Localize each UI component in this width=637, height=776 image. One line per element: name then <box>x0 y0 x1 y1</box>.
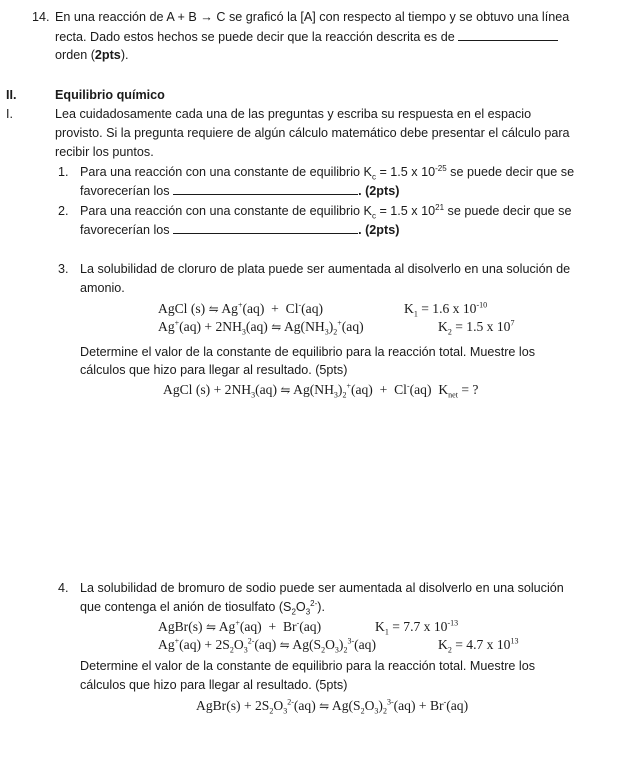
p3-intro1: La solubilidad de cloruro de plata puede ser aumentada al disolverlo en una solución de <box>80 262 571 276</box>
p3-equation1: AgCl (s) ⇋ Ag+(aq) + Cl-(aq) <box>158 300 324 316</box>
p3-k1: $K_1 = 1.6$ x $10^{-10}$ <box>404 300 488 319</box>
p3-k2: $K_2 = 1.5$ x $10^7$ <box>438 318 515 337</box>
right-arrow-icon: → <box>200 10 213 24</box>
p1-line1: Para una reacción con una constante de equilibrio $K_c = 1.5$ x $10^{-25}$ se puede decir que se <box>80 163 575 182</box>
instructions-line3: recibir los puntos. <box>55 145 154 159</box>
q14-number: 14. <box>32 10 50 24</box>
equilibrium-arrow-icon: ⇋ <box>271 320 282 334</box>
p4-k2: $K_2 = 4.7$ x $10^{13}$ <box>438 636 519 655</box>
q14-line3: orden (2pts). <box>55 48 129 62</box>
p2-line2: favorecerían los . (2pts) <box>80 223 400 237</box>
p4-k1: $K_1 = 7.7$ x $10^{-13}$ <box>375 618 459 637</box>
p3-net-equation: AgCl $(s) + 2NH_3(aq)$ ⇋ $Ag(NH_3)_2^+(aq) + Cl^-(aq) K_{net}$ = ? <box>163 381 479 400</box>
p4-intro1: La solubilidad de bromuro de sodio puede ser aumentada al disolverlo en una solución <box>80 581 564 595</box>
equilibrium-arrow-icon: ⇋ <box>280 383 291 397</box>
p4-equation2: $Ag^+(aq) + 2S_2O_3^{2-}(aq)$ ⇋ $Ag(S_2O_3)_2^{3-}(aq)$ <box>158 636 376 655</box>
equilibrium-arrow-icon: ⇋ <box>205 620 217 634</box>
p2-number: 2. <box>58 204 69 218</box>
p3-ask1: Determine el valor de la constante de equilibrio para la reacción total. Muestre los <box>80 345 536 359</box>
section-roman: II. <box>6 88 17 102</box>
p4-ask2: cálculos que hizo para llegar al resultado. (5pts) <box>80 678 348 692</box>
p4-ask1: Determine el valor de la constante de equilibrio para la reacción total. Muestre los <box>80 659 536 673</box>
p2-line1: Para una reacción con una constante de equilibrio $K_c = 1.5$ x $10^{21}$ se puede decir que se <box>80 202 572 221</box>
instructions-line2: provisto. Si la pregunta requiere de algún cálculo matemático debe presentar el cálculo para <box>55 126 570 140</box>
q14-line2: recta. Dado estos hechos se puede decir que la reacción descrita es de <box>55 28 558 46</box>
p3-equation2: $Ag^+(aq) + 2NH_3(aq)$ ⇋ $Ag(NH_3)_2^+(aq)$ <box>158 318 364 337</box>
p4-intro2: que contenga el anión de tiosulfato $(S_2O_3^{2-})$. <box>80 598 325 617</box>
p1-number: 1. <box>58 165 69 179</box>
q14-line1: En una reacción de A + B → C se graficó la [A] con respecto al tiempo y se obtuvo una línea <box>55 10 570 24</box>
p2-answer-blank[interactable] <box>173 221 358 234</box>
p4-net-equation: AgBr(s) + $2S_2O_3^{2-}(aq)$ ⇋ $Ag(S_2O_3)_2^{3-}(aq) + Br^-(aq)$ <box>196 697 469 716</box>
equilibrium-arrow-icon: ⇋ <box>208 302 219 316</box>
p3-ask2: cálculos que hizo para llegar al resultado. (5pts) <box>80 363 348 377</box>
p4-number: 4. <box>58 581 69 595</box>
p3-intro2: amonio. <box>80 281 125 295</box>
p4-equation1: AgBr(s) ⇋ Ag+(aq) + Br-(aq) <box>158 618 322 634</box>
q14-answer-blank[interactable] <box>458 28 558 41</box>
p1-line2: favorecerían los . (2pts) <box>80 184 400 198</box>
part-roman: I. <box>6 107 13 121</box>
p3-number: 3. <box>58 262 69 276</box>
instructions-line1: Lea cuidadosamente cada una de las preguntas y escriba su respuesta en el espacio <box>55 107 532 121</box>
p1-answer-blank[interactable] <box>173 182 358 195</box>
section-title: Equilibrio químico <box>55 88 165 102</box>
equilibrium-arrow-icon: ⇋ <box>319 699 330 713</box>
equilibrium-arrow-icon: ⇋ <box>279 638 290 652</box>
